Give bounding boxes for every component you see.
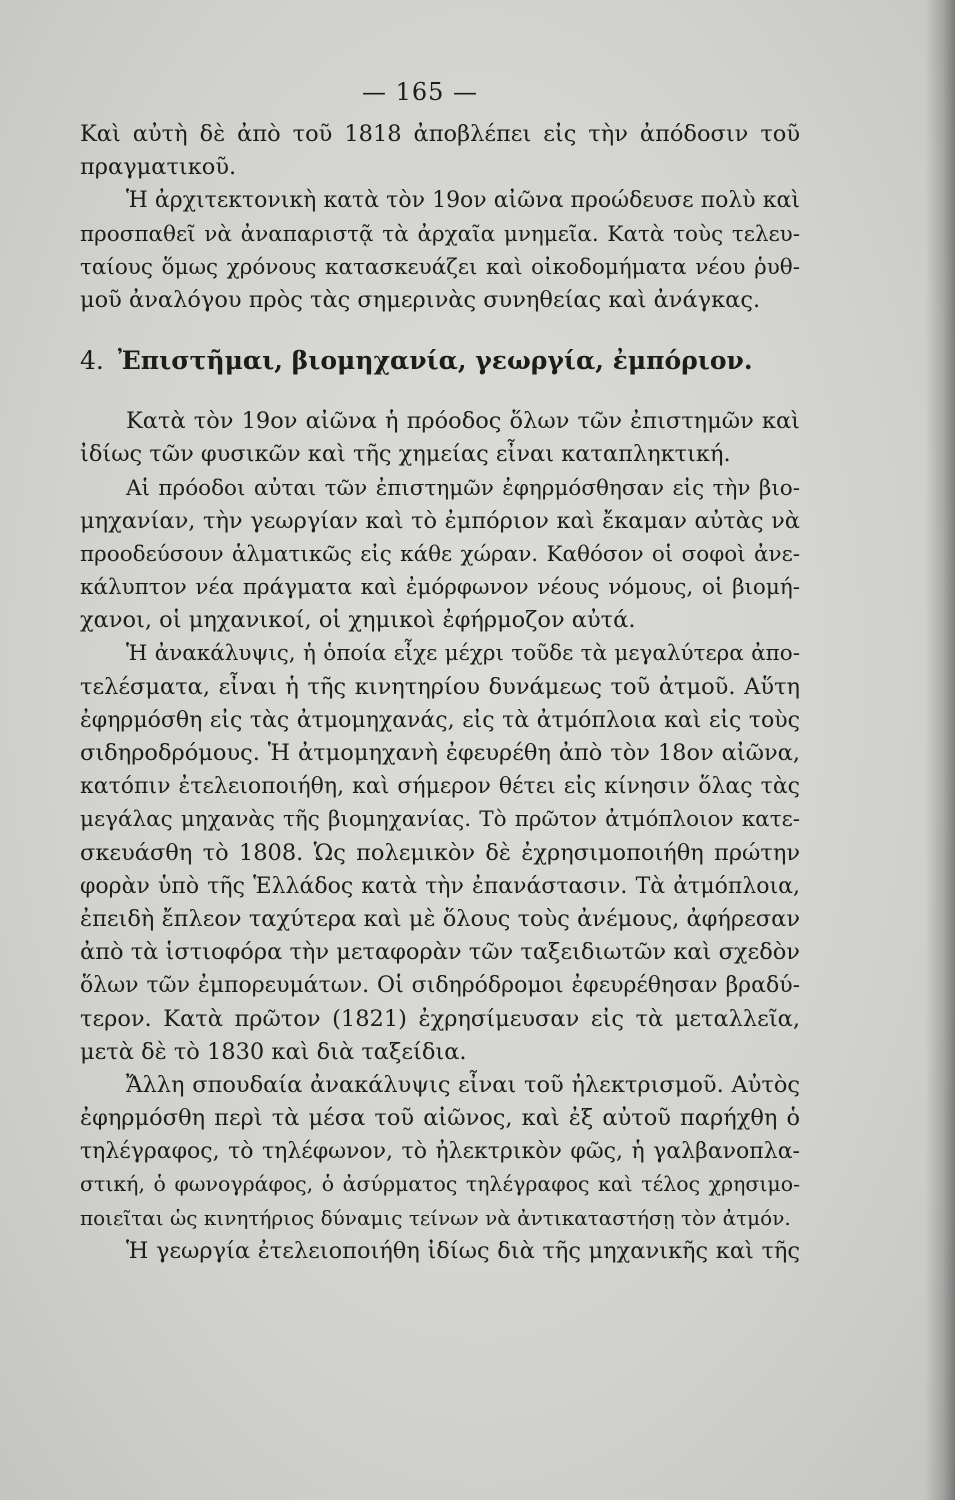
text-line: προσπαθεῖ νὰ ἀναπαριστᾷ τὰ ἀρχαῖα μνημεῖα. Κατὰ τοὺς τελευ- [80,221,800,247]
intro-paragraphs [80,118,800,317]
text-line: σκευάσθη τὸ 1808. Ὡς πολεμικὸν δὲ ἐχρησιμοποιήθη πρώτην [80,839,800,866]
section-heading [80,341,800,381]
text-line: πραγματικοῦ. [80,154,237,181]
text-line: Καὶ αὐτὴ δὲ ἀπὸ τοῦ 1818 ἀποβλέπει εἰς τὴν ἀπόδοσιν τοῦ [80,121,800,147]
text-line: κατόπιν ἐτελειοποιήθη, καὶ σήμερον θέτει εἰς κίνησιν ὅλας τὰς [80,774,800,800]
text-line: Κατὰ τὸν 19ον αἰῶνα ἡ πρόοδος ὅλων τῶν ἐπιστημῶν καὶ [126,408,800,435]
text-line: τηλέγραφος, τὸ τηλέφωνον, τὸ ἠλεκτρικὸν φῶς, ἡ γαλβανοπλα- [80,1139,800,1165]
text-line: Ἡ ἀρχιτεκτονικὴ κατὰ τὸν 19ον αἰῶνα προώδευσε πολὺ καὶ [126,188,800,214]
text-line: προοδεύσουν ἁλματικῶς εἰς κάθε χώραν. Καθόσον οἱ σοφοὶ ἀνε- [80,541,800,567]
text-line: ἐφηρμόσθη εἰς τὰς ἀτμομηχανάς, εἰς τὰ ἀτμόπλοια καὶ εἰς τοὺς [80,707,800,733]
page-spine-shadow [925,0,955,1500]
section-number: 4. [80,346,104,376]
text-line: ποιεῖται ὡς κινητήριος δύναμις τείνων νὰ ἀντικαταστήσῃ τὸν ἀτμόν. [80,1205,791,1230]
text-line: χανοι, οἱ μηχανικοί, οἱ χημικοὶ ἐφήρμοζον αὐτά. [80,607,636,634]
text-line: κάλυπτον νέα πράγματα καὶ ἐμόρφωνον νέους νόμους, οἱ βιομή- [80,575,800,601]
text-line: ἰδίως τῶν φυσικῶν καὶ τῆς χημείας εἶναι καταπληκτική. [80,441,731,468]
text-block [80,118,800,1268]
text-line: ταίους ὅμως χρόνους κατασκευάζει καὶ οἰκοδομήματα νέου ῥυθ- [80,254,800,280]
text-line: Ἡ γεωργία ἐτελειοποιήθη ἰδίως διὰ τῆς μηχανικῆς καὶ τῆς [126,1237,800,1264]
body-paragraphs [80,405,800,1268]
text-line: ἐπειδὴ ἔπλεον ταχύτερα καὶ μὲ ὅλους τοὺς ἀνέμους, ἀφήρεσαν [80,905,800,932]
text-line: Αἱ πρόοδοι αὐται τῶν ἐπιστημῶν ἐφηρμόσθησαν εἰς τὴν βιο- [126,475,800,501]
text-line: μεγάλας μηχανὰς τῆς βιομηχανίας. Τὸ πρῶτον ἀτμόπλοιον κατε- [80,807,800,833]
text-line: Ἄλλη σπουδαία ἀνακάλυψις εἶναι τοῦ ἠλεκτρισμοῦ. Αὐτὸς [126,1071,800,1098]
text-line: τελέσματα, εἶναι ἡ τῆς κινητηρίου δυνάμεως τοῦ ἀτμοῦ. Αὕτη [80,673,800,700]
text-line: στική, ὁ φωνογράφος, ὁ ἀσύρματος τηλέγραφος καὶ τέλος χρησιμο- [80,1172,800,1197]
page-number: — 165 — [361,78,479,106]
text-line: ἐφηρμόσθη περὶ τὰ μέσα τοῦ αἰῶνος, καὶ ἐξ αὐτοῦ παρήχθη ὁ [80,1105,800,1132]
text-line: ὅλων τῶν ἐμπορευμάτων. Οἱ σιδηρόδρομοι ἐφευρέθησαν βραδύ- [80,973,800,999]
text-line: φορὰν ὑπὸ τῆς Ἑλλάδος κατὰ τὴν ἐπανάστασιν. Τὰ ἀτμόπλοια, [80,873,800,899]
text-line: τερον. Κατὰ πρῶτον (1821) ἐχρησίμευσαν εἰς τὰ μεταλλεῖα, [80,1005,800,1032]
text-line: σιδηροδρόμους. Ἡ ἀτμομηχανὴ ἐφευρέθη ἀπὸ τὸν 18ον αἰῶνα, [80,740,800,766]
text-line: ἀπὸ τὰ ἱστιοφόρα τὴν μεταφορὰν τῶν ταξειδιωτῶν καὶ σχεδὸν [80,939,800,966]
text-line: μετὰ δὲ τὸ 1830 καὶ διὰ ταξείδια. [80,1038,467,1065]
section-title: Ἐπιστῆμαι, βιομηχανία, γεωργία, ἐμπόριον. [117,346,753,376]
text-line: μηχανίαν, τὴν γεωργίαν καὶ τὸ ἐμπόριον καὶ ἔκαμαν αὐτὰς νὰ [80,507,800,534]
text-line: μοῦ ἀναλόγου πρὸς τὰς σημερινὰς συνηθείας καὶ ἀνάγκας. [80,286,761,313]
text-line: Ἡ ἀνακάλυψις, ἡ ὁποία εἶχε μέχρι τοῦδε τὰ μεγαλύτερα ἀπο- [126,641,800,667]
